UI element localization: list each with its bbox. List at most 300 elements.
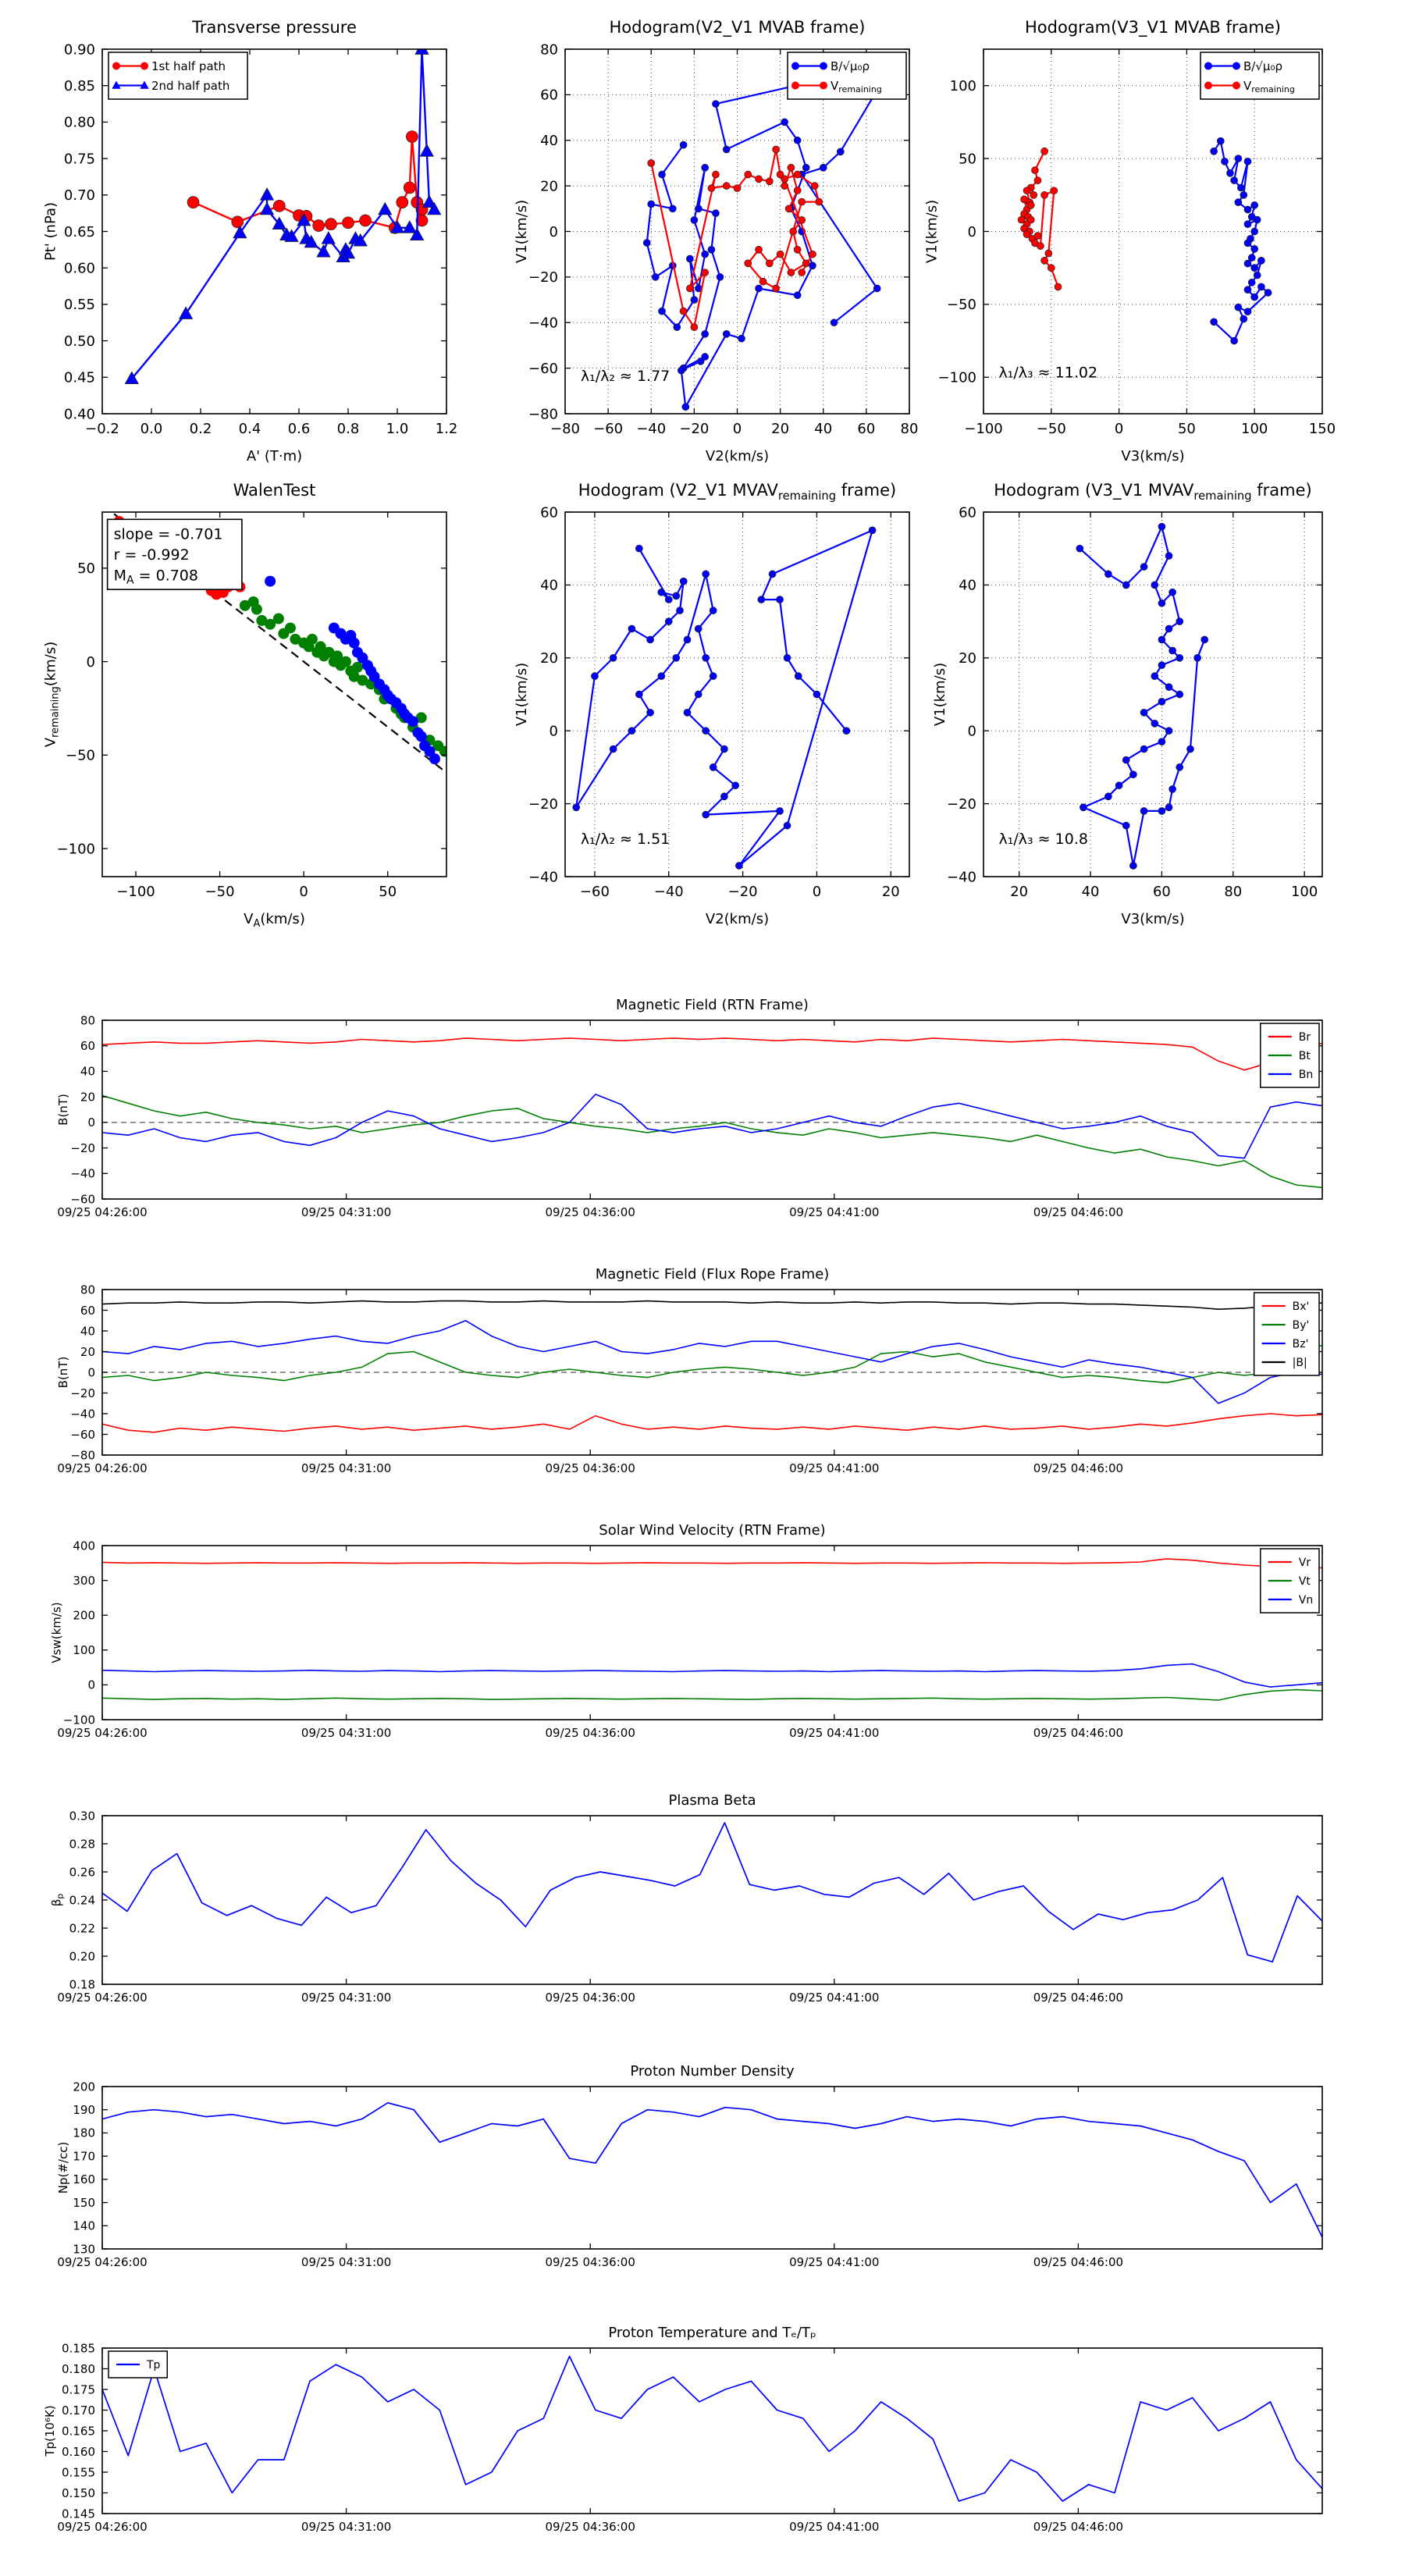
marker-path (784, 654, 791, 661)
grid-lines (984, 49, 1322, 414)
marker-B-alfven (697, 358, 704, 365)
marker-V-remaining (1041, 257, 1048, 264)
y-tick-label: −80 (70, 1448, 95, 1463)
x-tick-label: −50 (1036, 421, 1066, 437)
y-tick-label: 200 (73, 2080, 95, 2094)
x-tick-label: 0.0 (140, 421, 163, 437)
marker-path (1115, 782, 1122, 789)
marker-B-alfven (809, 262, 816, 269)
marker-walen-blue (407, 716, 418, 727)
marker-V-remaining (1031, 167, 1038, 174)
chart-hodogram-v2v1-mvab (513, 18, 919, 464)
y-tick-label: 40 (959, 577, 976, 594)
marker-B-alfven (702, 164, 709, 171)
marker-B-alfven (831, 319, 838, 326)
x-tick-label: 60 (1152, 884, 1171, 900)
marker-path (1104, 571, 1112, 578)
legend-label: Bz' (1292, 1337, 1309, 1350)
x-tick-label: 0 (299, 884, 308, 900)
y-tick-label: 60 (540, 87, 558, 104)
x-tick-label: −40 (653, 884, 684, 900)
x-tick-label: 09/25 04:41:00 (789, 2520, 880, 2534)
x-tick-label: −50 (205, 884, 235, 900)
marker-path (702, 728, 710, 735)
marker-path (1158, 738, 1165, 745)
chart-hodogram-v2v1-mvav (513, 481, 909, 927)
marker-path (1165, 553, 1172, 560)
x-tick-label: 09/25 04:36:00 (545, 1205, 635, 1219)
marker-B-alfven (1244, 240, 1251, 247)
y-axis-label: V1(km/s) (513, 199, 530, 264)
chart-title: Hodogram (V3_V1 $MVAV_{remaining}$ frame) (994, 481, 1312, 503)
marker-walen-blue (265, 576, 276, 587)
y-axis-label: V1(km/s) (513, 662, 530, 727)
chart-title: Transverse pressure (192, 18, 357, 37)
marker-path (695, 625, 702, 632)
legend-label: $V_{remaining}$ (831, 78, 882, 94)
y-tick-label: 0 (87, 1365, 95, 1380)
grid-lines (565, 49, 909, 414)
marker-V-remaining (686, 285, 693, 292)
x-tick-label: 40 (1081, 884, 1100, 900)
y-tick-label: −60 (70, 1427, 95, 1442)
series-group (102, 1556, 1322, 1700)
marker-path (1076, 545, 1083, 552)
x-tick-label: 100 (1290, 884, 1318, 900)
marker-path (610, 745, 617, 753)
marker-V-remaining (1030, 191, 1037, 198)
series-|B| (102, 1301, 1322, 1310)
marker-path (1194, 654, 1201, 661)
series-group (1076, 523, 1208, 869)
marker-V-remaining (790, 228, 797, 235)
legend-label: B/√μ₀ρ (831, 59, 870, 73)
marker-2nd half path (420, 144, 433, 156)
marker-1st half path (187, 197, 199, 208)
y-tick-label: 0.30 (69, 1809, 95, 1823)
marker-V-remaining (816, 198, 823, 205)
marker-B-alfven (1251, 265, 1258, 272)
marker-B-alfven (1237, 184, 1244, 191)
legend-label: $V_{remaining}$ (1243, 78, 1295, 94)
x-tick-label: 0.4 (238, 421, 261, 437)
marker-B-alfven (1240, 191, 1247, 198)
marker-path (1176, 654, 1183, 661)
marker-B-alfven (1251, 228, 1258, 235)
x-tick-label: 09/25 04:36:00 (545, 1461, 635, 1475)
x-tick-label: −80 (550, 421, 580, 437)
chart-hodogram-v3v1-mvav (931, 481, 1322, 927)
marker-path (1165, 625, 1172, 632)
marker-path (1158, 807, 1165, 814)
marker-walen-green (307, 634, 318, 645)
marker-path (710, 763, 717, 770)
y-tick-label: 0.180 (62, 2361, 95, 2376)
svg-text:λ₁/λ₃ ≈ 10.8: λ₁/λ₃ ≈ 10.8 (998, 830, 1088, 848)
y-axis-label: V1(km/s) (923, 199, 941, 264)
marker-V-remaining (794, 187, 801, 194)
marker-V-remaining (802, 260, 809, 267)
marker-path (769, 571, 776, 578)
annotation (581, 368, 670, 385)
marker-path (1186, 745, 1193, 753)
y-axis-label: B(nT) (55, 1094, 70, 1126)
chart-magnetic-field-rtn (55, 997, 1322, 1219)
marker-path (684, 709, 691, 716)
y-axis-label: Vsw(km/s) (49, 1602, 64, 1663)
svg-text:λ₁/λ₂ ≈ 1.51: λ₁/λ₂ ≈ 1.51 (580, 830, 670, 848)
marker-path (695, 691, 702, 698)
series-group (102, 2103, 1322, 2237)
x-tick-label: 09/25 04:46:00 (1033, 2255, 1124, 2269)
marker-walen-green (285, 622, 296, 633)
y-tick-label: 190 (73, 2102, 95, 2117)
plot-area-magnetic-field-rtn (55, 1013, 1322, 1219)
marker-B-alfven (691, 297, 698, 304)
marker-path (1158, 636, 1165, 643)
series-beta (102, 1823, 1322, 1962)
marker-V-remaining (756, 176, 763, 183)
y-tick-label: 0.24 (69, 1893, 95, 1908)
y-tick-label: −100 (62, 1713, 95, 1727)
marker-V-remaining (745, 260, 752, 267)
marker-path (1080, 804, 1087, 811)
marker-B-alfven (1244, 206, 1251, 213)
legend-label: Vn (1298, 1593, 1314, 1606)
marker-path (1176, 691, 1183, 698)
svg-text:slope = -0.701: slope = -0.701 (113, 525, 223, 543)
marker-B-alfven (1257, 283, 1264, 290)
marker-B-alfven (717, 273, 724, 280)
y-tick-label: 20 (80, 1090, 95, 1105)
marker-path (680, 578, 687, 585)
marker-path (684, 636, 691, 643)
marker-path (1140, 807, 1147, 814)
marker-V-remaining (759, 278, 767, 285)
marker-B-alfven (691, 216, 698, 223)
chart-plasma-beta (49, 1792, 1322, 2005)
annotation (581, 831, 670, 848)
series-group (102, 1038, 1322, 1187)
legend-label: Bn (1298, 1068, 1314, 1081)
marker-V-remaining (794, 171, 801, 178)
marker-path (591, 673, 598, 680)
x-tick-label: 09/25 04:31:00 (301, 2255, 392, 2269)
marker-path (702, 571, 710, 578)
annotation (999, 831, 1088, 848)
marker-V-remaining (756, 246, 763, 253)
y-tick-label: 0.70 (63, 187, 95, 205)
chart-title: Magnetic Field (Flux Rope Frame) (595, 1266, 830, 1283)
x-tick-label: 09/25 04:26:00 (57, 1726, 148, 1740)
y-tick-label: 0.150 (62, 2485, 95, 2500)
legend-label: Bt (1298, 1049, 1311, 1062)
marker-B-alfven (1235, 199, 1242, 206)
y-tick-label: 0 (86, 653, 95, 671)
y-tick-label: 160 (73, 2172, 95, 2187)
marker-V-remaining (811, 183, 818, 190)
x-axis-label: $V_A(km/s)$ (244, 911, 305, 930)
marker-path (1104, 793, 1112, 800)
x-tick-label: 20 (771, 421, 790, 437)
marker-path (784, 822, 791, 829)
marker-B-alfven (794, 137, 801, 144)
marker-B-alfven (1244, 286, 1251, 294)
marker-1st half path (325, 219, 336, 230)
series-Vn (102, 1664, 1322, 1688)
series-group (102, 1823, 1322, 1962)
marker-V-remaining (734, 185, 741, 192)
y-tick-label: −20 (947, 795, 976, 813)
marker-B-alfven (712, 210, 719, 217)
marker-V-remaining (745, 171, 752, 178)
chart-solar-wind-velocity (49, 1522, 1322, 1740)
marker-B-alfven (1244, 221, 1251, 228)
marker-B-alfven (1235, 155, 1242, 162)
marker-walen-blue (416, 731, 427, 742)
y-axis-label: Tp(10⁶K) (43, 2405, 57, 2457)
series-group (643, 69, 880, 411)
x-tick-label: 09/25 04:46:00 (1033, 1991, 1124, 2005)
marker-B-alfven (723, 330, 730, 337)
y-tick-label: −20 (70, 1386, 95, 1400)
marker-B-alfven (1217, 137, 1224, 144)
marker-walen-green (251, 604, 262, 615)
y-tick-label: 60 (80, 1038, 95, 1053)
marker-V-remaining (785, 205, 792, 212)
marker-V-remaining (708, 185, 715, 192)
marker-path (732, 782, 739, 789)
x-tick-label: −100 (116, 884, 155, 900)
x-tick-label: 09/25 04:31:00 (301, 1726, 392, 1740)
x-axis-label: V2(km/s) (705, 911, 770, 927)
x-tick-label: −20 (727, 884, 758, 900)
series-V-remaining (651, 149, 819, 327)
marker-B-alfven (659, 308, 666, 315)
x-tick-label: 20 (1010, 884, 1029, 900)
chart-walen-test (42, 481, 446, 930)
y-tick-label: 0.50 (63, 333, 95, 350)
y-tick-label: 0.145 (62, 2507, 95, 2521)
marker-B-alfven (1231, 177, 1238, 184)
y-tick-label: 0 (87, 1115, 95, 1130)
y-tick-label: 130 (73, 2242, 95, 2257)
y-tick-label: 20 (540, 650, 558, 667)
plot-area-hodogram-v2v1-mvav (513, 504, 909, 927)
marker-B-alfven (1244, 260, 1251, 267)
x-tick-label: −100 (964, 421, 1003, 437)
series-Np (102, 2103, 1322, 2237)
marker-path (735, 862, 742, 869)
marker-B-alfven (1231, 337, 1238, 344)
marker-V-remaining (766, 178, 773, 185)
series-Tp (102, 2357, 1322, 2502)
x-axis-label: A' (T·m) (246, 448, 303, 464)
legend-label: B/√μ₀ρ (1243, 59, 1282, 73)
x-tick-label: 0.6 (287, 421, 311, 437)
marker-path (720, 793, 727, 800)
axis-ticks (984, 512, 1322, 877)
marker-B-alfven (1254, 272, 1261, 279)
marker-path (1176, 618, 1183, 625)
y-tick-label: 0.165 (62, 2424, 95, 2439)
marker-1st half path (343, 217, 354, 229)
y-tick-label: 0 (967, 223, 976, 240)
marker-V-remaining (723, 183, 730, 190)
axes-frame (102, 1020, 1322, 1199)
y-tick-label: −100 (937, 369, 976, 386)
marker-path (720, 745, 727, 753)
x-tick-label: 1.0 (386, 421, 409, 437)
marker-1st half path (404, 182, 415, 194)
marker-V-remaining (1041, 148, 1048, 155)
marker-path (869, 527, 876, 534)
marker-path (1140, 745, 1147, 753)
marker-path (673, 592, 680, 600)
x-tick-label: 1.2 (435, 421, 458, 437)
x-tick-label: 09/25 04:41:00 (789, 1726, 880, 1740)
marker-path (1158, 600, 1165, 607)
marker-walen-green (273, 614, 284, 624)
legend (1261, 1549, 1319, 1613)
marker-path (647, 636, 654, 643)
marker-B-alfven (1211, 148, 1218, 155)
chart-title: Proton Number Density (630, 2063, 795, 2080)
y-tick-label: 20 (959, 650, 976, 667)
x-tick-label: 20 (881, 884, 900, 900)
marker-B-alfven (1226, 169, 1233, 176)
marker-V-remaining (781, 183, 788, 190)
axis-ticks (102, 1546, 1322, 1720)
chart-title: Magnetic Field (RTN Frame) (616, 997, 809, 1013)
marker-path (777, 596, 784, 603)
x-tick-label: 09/25 04:31:00 (301, 2520, 392, 2534)
y-tick-label: −60 (528, 360, 558, 377)
marker-V-remaining (1041, 191, 1048, 198)
plot-area-plasma-beta (49, 1809, 1322, 2005)
x-tick-label: 09/25 04:26:00 (57, 2520, 148, 2534)
marker-path (1165, 728, 1172, 735)
marker-path (1151, 720, 1158, 727)
x-tick-label: 09/25 04:36:00 (545, 2255, 635, 2269)
y-tick-label: 0.26 (69, 1865, 95, 1880)
marker-2nd half path (261, 188, 274, 200)
marker-2nd half path (415, 42, 429, 54)
marker-V-remaining (680, 308, 687, 315)
marker-path (1151, 582, 1158, 589)
series-B-alfven (1214, 141, 1268, 341)
x-tick-label: 09/25 04:41:00 (789, 1991, 880, 2005)
x-tick-label: 09/25 04:31:00 (301, 1205, 392, 1219)
y-tick-label: 150 (73, 2195, 95, 2210)
marker-V-remaining (777, 251, 784, 258)
marker-V-remaining (1021, 196, 1028, 203)
marker-path (1169, 785, 1176, 792)
marker-V-remaining (799, 198, 806, 205)
plot-area-transverse-pressure (42, 41, 458, 464)
series-Vt (102, 1690, 1322, 1700)
x-axis-label: V3(km/s) (1121, 911, 1185, 927)
marker-2nd half path (317, 245, 330, 257)
marker-V-remaining (691, 324, 698, 331)
y-tick-label: 0.170 (62, 2403, 95, 2418)
marker-path (1158, 698, 1165, 705)
plot-area-proton-temperature (43, 2341, 1322, 2534)
y-tick-label: 0.80 (63, 114, 95, 131)
marker-V-remaining (766, 260, 773, 267)
marker-path (1122, 822, 1129, 829)
marker-B-alfven (756, 285, 763, 292)
marker-path (843, 728, 850, 735)
legend-label: Br (1298, 1030, 1311, 1044)
marker-B-alfven (643, 240, 650, 247)
chart-title: Proton Temperature and Tₑ/Tₚ (608, 2325, 816, 2341)
series-path (1080, 527, 1204, 866)
marker-V-remaining (773, 285, 780, 292)
y-tick-label: 0.185 (62, 2341, 95, 2356)
chart-magnetic-field-flux-rope (55, 1266, 1322, 1475)
axes-frame (565, 512, 909, 877)
marker-path (1140, 564, 1147, 571)
y-tick-label: 0.40 (63, 406, 95, 423)
plot-area-solar-wind-velocity (49, 1539, 1322, 1740)
y-tick-label: 0.85 (63, 78, 95, 94)
x-tick-label: 09/25 04:31:00 (301, 1461, 392, 1475)
axis-ticks (102, 1020, 1322, 1199)
y-tick-label: −40 (528, 315, 558, 332)
x-tick-label: 09/25 04:26:00 (57, 1991, 148, 2005)
marker-B-alfven (1248, 279, 1255, 286)
chart-title: Solar Wind Velocity (RTN Frame) (599, 1522, 826, 1539)
marker-2nd half path (403, 221, 416, 233)
marker-path (1151, 673, 1158, 680)
x-tick-label: 100 (1241, 421, 1268, 437)
y-axis-label: Pt' (nPa) (42, 201, 59, 262)
x-tick-label: −40 (636, 421, 667, 437)
y-tick-label: −100 (56, 841, 95, 858)
chart-title: Hodogram (V2_V1 $MVAV_{remaining}$ frame) (578, 481, 897, 503)
x-tick-label: 0.8 (336, 421, 360, 437)
marker-V-remaining (1051, 187, 1058, 194)
y-tick-label: 180 (73, 2126, 95, 2140)
plot-area-magnetic-field-flux-rope (55, 1283, 1322, 1475)
legend-label: |B| (1292, 1356, 1307, 1369)
y-tick-label: 20 (540, 178, 558, 195)
marker-walen-blue (349, 638, 360, 649)
marker-path (702, 811, 710, 818)
marker-B-alfven (1240, 315, 1247, 322)
y-axis-label: V1(km/s) (931, 662, 948, 727)
marker-path (635, 691, 642, 698)
marker-path (1165, 804, 1172, 811)
marker-path (610, 654, 617, 661)
y-tick-label: −40 (947, 869, 976, 886)
y-tick-label: 0.18 (69, 1977, 95, 1992)
y-tick-label: 0.155 (62, 2465, 95, 2480)
marker-B-alfven (674, 324, 681, 331)
x-tick-label: 09/25 04:36:00 (545, 1726, 635, 1740)
series-Bn (102, 1094, 1322, 1158)
y-tick-label: 50 (959, 151, 976, 168)
tick-labels (57, 2080, 1123, 2269)
legend-label: Vt (1298, 1574, 1311, 1588)
y-tick-label: 0.45 (63, 369, 95, 386)
marker-V-remaining (781, 176, 788, 183)
x-tick-label: 09/25 04:31:00 (301, 1991, 392, 2005)
marker-V-remaining (1048, 265, 1055, 272)
x-tick-label: 80 (900, 421, 919, 437)
chart-title: Hodogram(V3_V1 MVAB frame) (1025, 18, 1281, 37)
